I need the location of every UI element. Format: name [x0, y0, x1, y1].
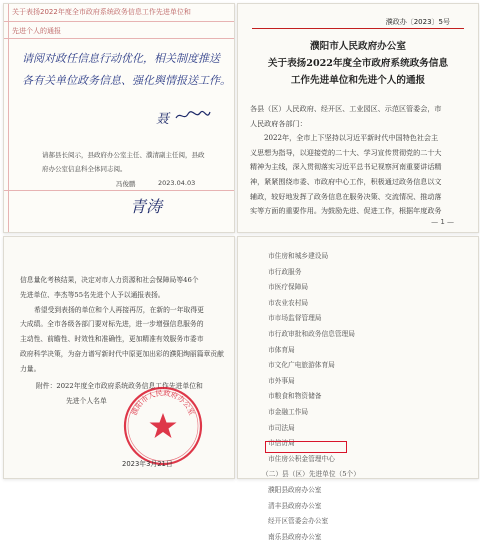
closing-line: 大成绩。全市各级各部门要对标先进，进一步增强信息服务的	[20, 320, 204, 329]
body-line: 义思想为指导，以迎接党的二十大、学习宣传贯彻党的二十大	[250, 147, 442, 157]
list-item: 市住房公积金管理中心	[268, 454, 335, 463]
notice-closing-page	[3, 236, 235, 479]
list-item: 市粮食和物资储备	[268, 392, 322, 401]
closing-line: 政府科学决策，为奋力谱写新时代中原更加出彩的濮阳绚丽篇章贡献	[20, 349, 224, 358]
slip-divider	[4, 21, 234, 22]
closing-line: 先进单位、李杰等55名先进个人予以通报表扬。	[20, 290, 165, 299]
handwritten-instruction-line2: 各有关单位政务信息、强化舆情报送工作。	[22, 74, 231, 87]
body-line: 辅政，较好地发挥了政务信息在服务决策、交流情况、推动落	[250, 191, 442, 201]
notice-issuer-title: 濮阳市人民政府办公室	[310, 41, 406, 52]
list-item: 市体育局	[268, 345, 295, 354]
notice-title-line3: 工作先进单位和先进个人的通报	[290, 75, 426, 86]
list-item: 市外事局	[268, 376, 295, 385]
red-rule-divider	[252, 28, 464, 29]
list-item: 市行政审批和政务信息管理局	[268, 329, 355, 338]
highlight-box	[265, 441, 347, 453]
list-item: 市信访局	[268, 439, 295, 448]
notice-body	[250, 102, 468, 219]
closing-line: 希望受到表扬的单位和个人再接再厉，在新的一年取得更	[34, 305, 204, 314]
list-item: 市农业农村局	[268, 298, 309, 307]
list-item: 经开区管委会办公室	[268, 517, 329, 526]
slip-divider	[4, 190, 234, 191]
list-item-highlighted: 清丰县政府办公室	[268, 501, 322, 510]
body-line: 2022年，全市上下坚持以习近平新时代中国特色社会主	[264, 133, 439, 143]
attachment-line2: 先进个人名单	[66, 397, 107, 405]
addressee-line2: 人民政府各部门：	[250, 118, 307, 128]
list-item: 市行政服务	[268, 267, 302, 276]
list-item: 市文化广电旅游体育局	[268, 361, 335, 370]
slip-divider	[4, 38, 234, 39]
official-seal	[122, 385, 204, 467]
list-item: 市金融工作局	[268, 407, 309, 416]
list-item: 市住房和城乡建设局	[268, 252, 329, 260]
printed-instruction-line1: 请郝县长阅示，县政府办公室主任、濮清副主任阅，县政	[42, 151, 205, 159]
handwritten-signature-2: 青涛	[130, 197, 163, 216]
routing-slip-page	[3, 3, 235, 233]
slip-header-line2: 先进个人的通报	[12, 27, 61, 35]
addressee-line1: 各县（区）人民政府、经开区、工业园区、示范区管委会，市	[250, 104, 442, 113]
slip-header: 关于表扬2022年度全市政府系统政务信息工作先进单位和	[12, 8, 191, 16]
notice-title-line2: 关于表扬2022年度全市政府系统政务信息	[267, 58, 449, 69]
svg-text:濮阳市人民政府办公室	[129, 388, 196, 416]
page-number: — 1 —	[431, 218, 454, 226]
printed-date: 2023.04.03	[158, 179, 196, 187]
document-number: 濮政办〔2023〕5号	[385, 18, 450, 26]
signature-scribble-icon	[174, 109, 212, 123]
list-item: 市医疗保障局	[268, 283, 309, 292]
list-item: 市市场监督管理局	[268, 314, 322, 323]
closing-body	[20, 273, 226, 377]
closing-line: 主动性、前瞻性、时效性和准确性，更加精准有效服务市委市	[20, 335, 204, 344]
body-line: 神，紧紧围绕市委、市政府中心工作，积极通过政务信息以文	[250, 176, 442, 186]
seal-text: 濮阳市人民政府办公室	[129, 388, 197, 417]
list-item: 濮阳县政府办公室	[268, 485, 322, 494]
attachment-line1: 附件：2022年度全市政府系统政务信息工作先进单位和	[36, 382, 203, 390]
slip-margin-line	[8, 4, 9, 232]
printed-name: 冯俊鹏	[116, 180, 136, 188]
issue-date: 2023年3月21日	[122, 460, 173, 468]
signature-scribble	[174, 108, 212, 122]
list-item: 南乐县政府办公室	[268, 532, 322, 541]
body-line: 实等方面的重要作用。为鼓励先进、促进工作，根据年度政务	[250, 206, 442, 216]
closing-line: 信息量化考核结果，决定对市人力资源和社会保障局等46个	[20, 276, 199, 284]
closing-line: 力量。	[20, 364, 41, 373]
body-line: 精神为主线，深入贯彻落实习近平总书记视察河南重要讲话精	[250, 162, 442, 172]
list-item: 市司法局	[268, 423, 295, 432]
printed-instruction-line2: 府办公室信息科全体同志阅。	[42, 165, 127, 173]
notice-first-page	[237, 3, 479, 233]
handwritten-signature: 聂	[156, 112, 170, 127]
unit-list	[262, 249, 360, 545]
handwritten-instruction-line1: 请阅对政任信息行动优化，相关制度推送	[22, 52, 220, 65]
list-section-header: （二）县（区）先进单位（5个）	[262, 470, 360, 479]
official-seal-icon	[122, 385, 204, 467]
